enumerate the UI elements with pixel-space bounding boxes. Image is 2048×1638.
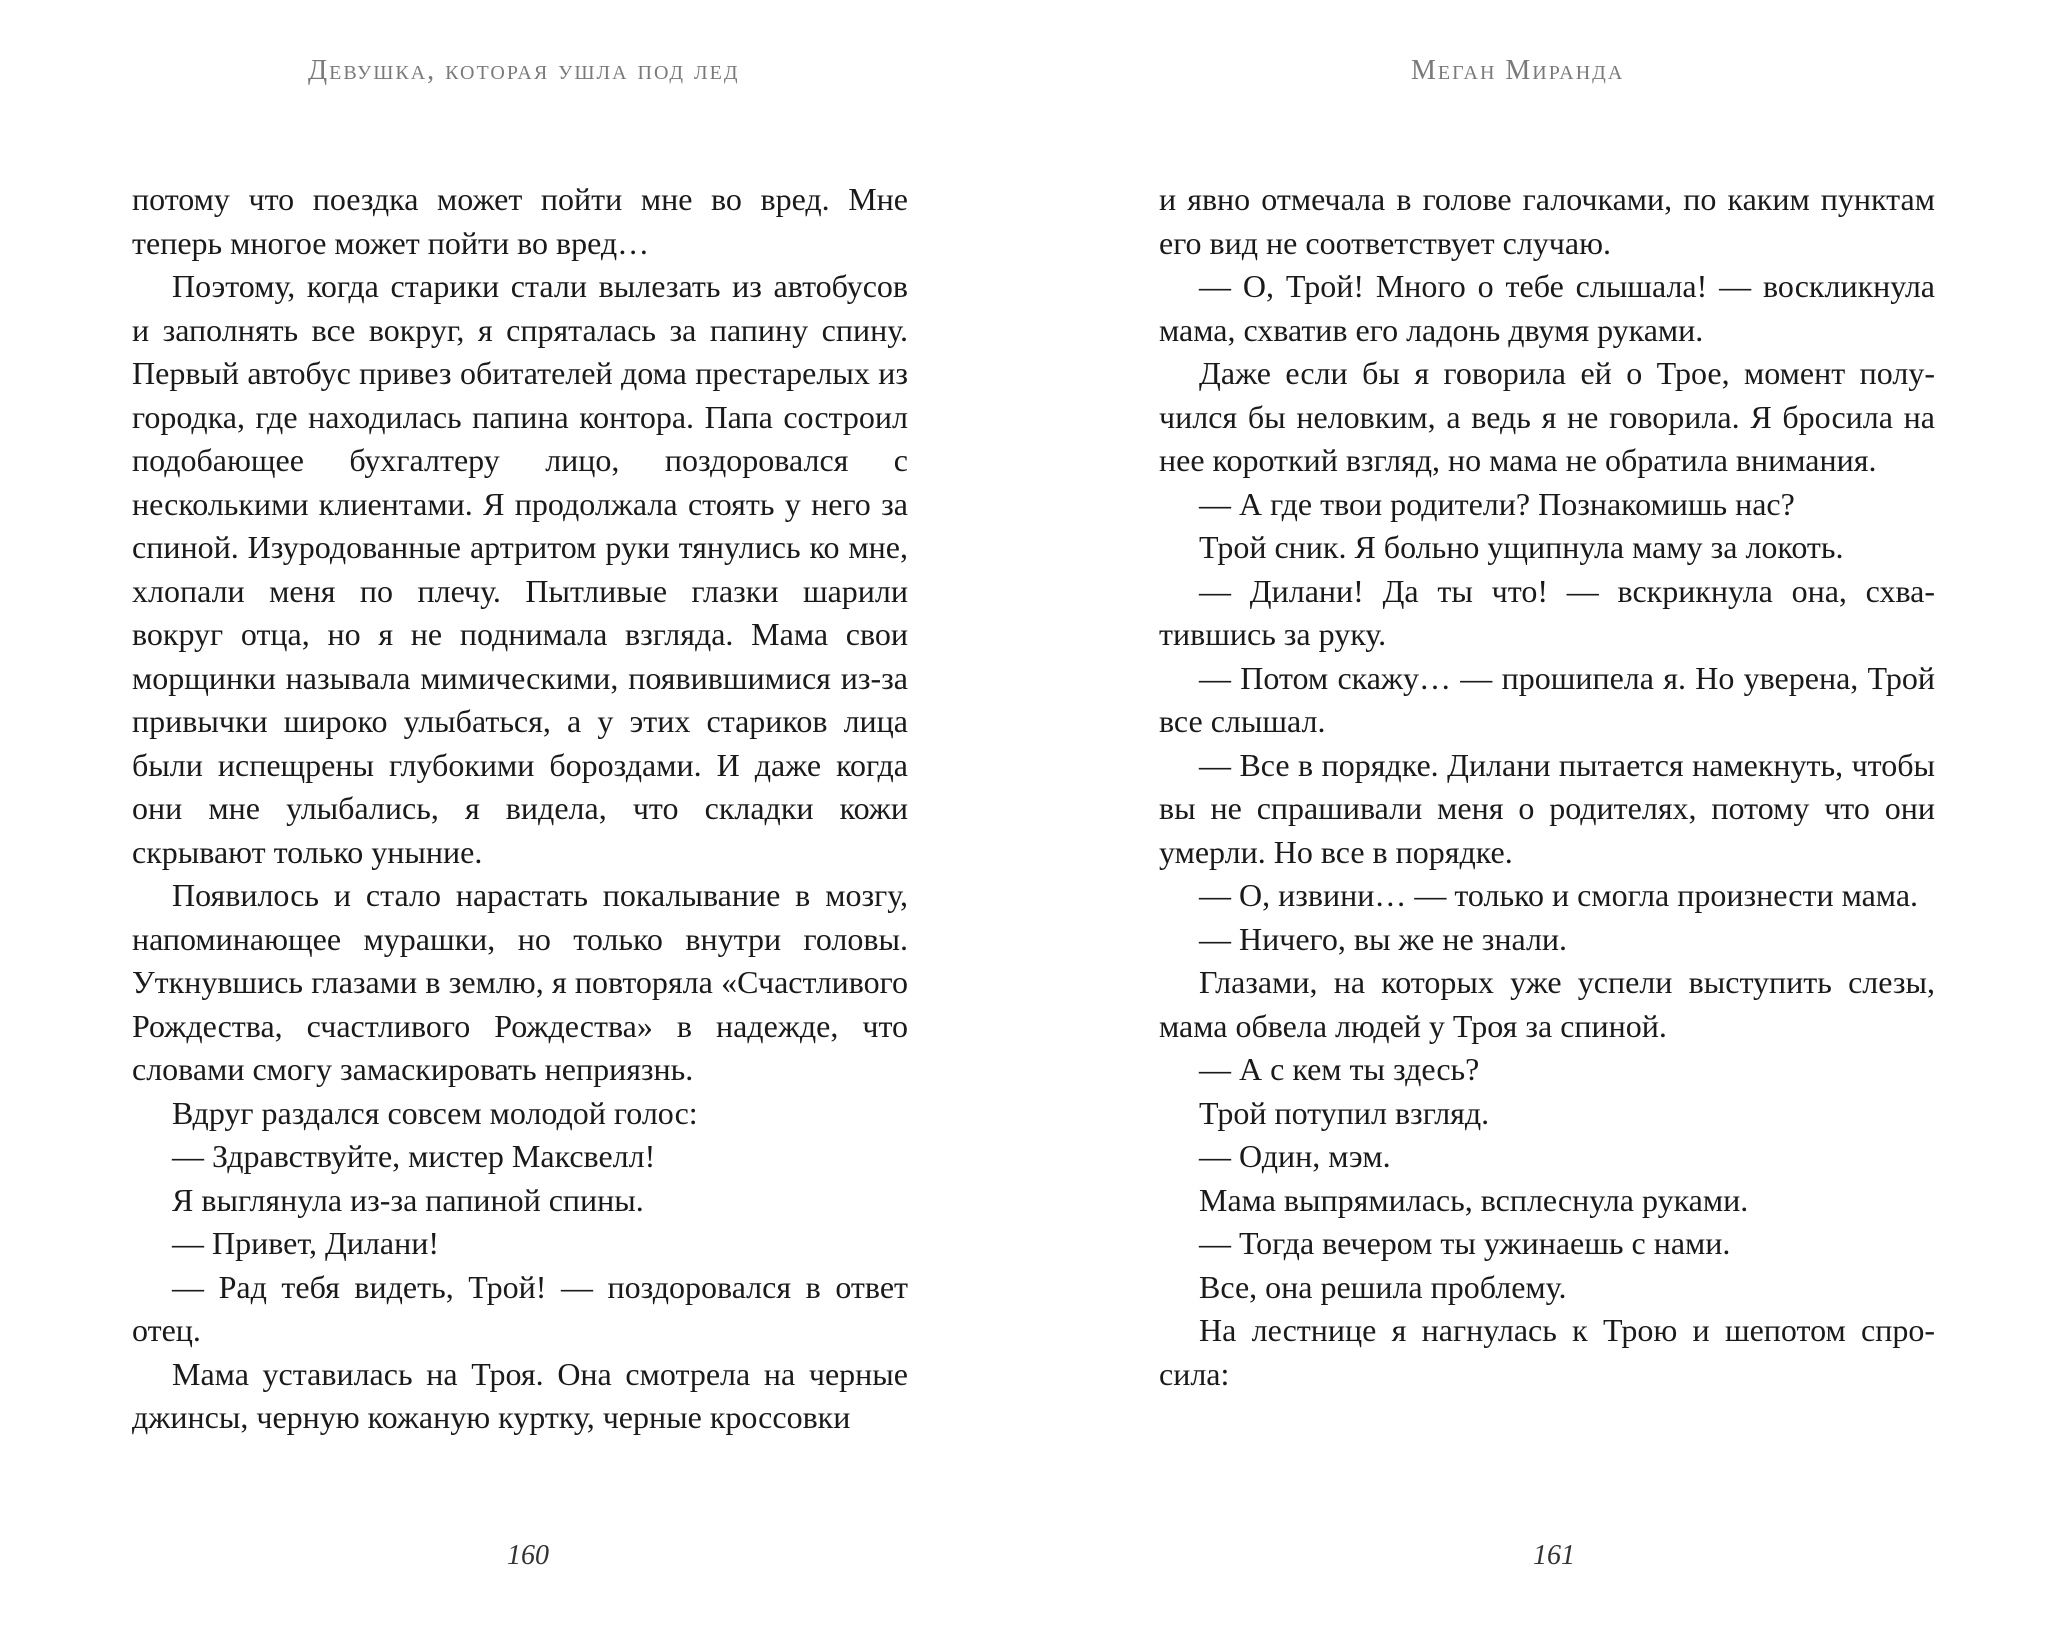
paragraph: Мама выпрямилась, всплеснула руками. — [1199, 1181, 1749, 1218]
dialogue-line: — Дилани! Да ты что! — вскрикнула она, схватившись за руку. — [1159, 572, 1935, 652]
dialogue-line: — Один, мэм. — [1199, 1138, 1391, 1174]
dialogue-line: — Тогда вечером ты ужинаешь с нами. — [1199, 1225, 1731, 1261]
dialogue-line: — А с кем ты здесь? — [1199, 1051, 1480, 1087]
paragraph: и явно отмечала в голове галочками, по каким пунктам его вид не соответствует случаю. — [1159, 181, 1935, 261]
paragraph: Все, она решила проблему. — [1199, 1268, 1567, 1305]
dialogue-line: — О, извини… — только и смогла произнести мама. — [1199, 877, 1919, 913]
paragraph: Глазами, на которых уже успели выступить слезы, мама обвела людей у Троя за спиной. — [1159, 964, 1935, 1044]
paragraph: Вдруг раздался совсем молодой голос: — [172, 1094, 698, 1131]
paragraph: Трой потупил взгляд. — [1199, 1094, 1490, 1131]
paragraph: потому что поездка может пойти мне во вред. Мне теперь многое может пойти во вред… — [132, 181, 908, 261]
dialogue-line: — Потом скажу… — прошипела я. Но уверена, Трой все слышал. — [1159, 659, 1935, 739]
dialogue-line: — Здравствуйте, мистер Максвелл! — [172, 1138, 656, 1174]
paragraph: Я выглянула из-за папиной спины. — [172, 1181, 644, 1218]
paragraph: Мама уставилась на Троя. Она смотрела на черные джинсы, черную кожаную куртку, черные кроссовки — [132, 1355, 908, 1435]
dialogue-line: — Ничего, вы же не знали. — [1199, 920, 1568, 957]
dialogue-line: — А где твои родители? Познакомишь нас? — [1199, 485, 1795, 522]
right-running-head: Меган Миранда — [1411, 55, 1625, 86]
left-running-head: Девушка, которая ушла под лед — [308, 55, 740, 86]
paragraph: Трой сник. Я больно ущипнула маму за локоть. — [1199, 529, 1844, 565]
left-page-number: 160 — [507, 1540, 549, 1571]
dialogue-line: — Привет, Дилани! — [172, 1225, 439, 1261]
right-page-number: 161 — [1533, 1540, 1575, 1571]
paragraph: Даже если бы я говорила ей о Трое, момент получился бы неловким, а ведь я не говорила. Я бросила на нее короткий взгляд, но мама не обратила внимания. — [1159, 355, 1935, 478]
right-page — [1024, 0, 2048, 1638]
paragraph: Появилось и стало нарастать покалывание в мозгу, напоминающее мурашки, но только внутри головы. Уткнувшись глазами в землю, я повторяла «Счастливого Рождества, счастливого Рождества» в надежде, что словами смогу замаскировать неприязнь. — [132, 877, 908, 1087]
dialogue-line: — О, Трой! Много о тебе слышала! — воскликнула мама, схватив его ладонь двумя руками. — [1159, 268, 1935, 348]
dialogue-line: — Рад тебя видеть, Трой! — поздоровался в ответ отец. — [132, 1268, 908, 1348]
paragraph: Поэтому, когда старики стали вылезать из автобусов и заполнять все вокруг, я спряталась за папину спину. Первый автобус привез обитателей дома престарелых из городка, где находилась папина контора. Папа состроил подобающее бухгалтеру лицо, поздоровался с несколькими клиентами. Я продолжала стоять у него за спиной. Изуродованные артритом руки тянулись ко мне, хлопали меня по плечу. Пытливые глазки шарили вокруг отца, но я не поднимала взгляда. Мама свои морщинки называла мимическими, появившимися из-за привычки широко улыбаться, а у этих стариков лица были испещрены глубокими бороздами. И даже когда они мне улыбались, я видела, что складки кожи скрывают только уныние. — [132, 268, 908, 870]
dialogue-line: — Все в порядке. Дилани пытается намекнуть, чтобы вы не спрашивали меня о родителях, потому что они умерли. Но все в порядке. — [1159, 746, 1935, 870]
right-page-text — [1159, 178, 1935, 1396]
paragraph: На лестнице я нагнулась к Трою и шепотом спросила: — [1159, 1312, 1935, 1392]
left-page-text — [132, 178, 908, 1440]
